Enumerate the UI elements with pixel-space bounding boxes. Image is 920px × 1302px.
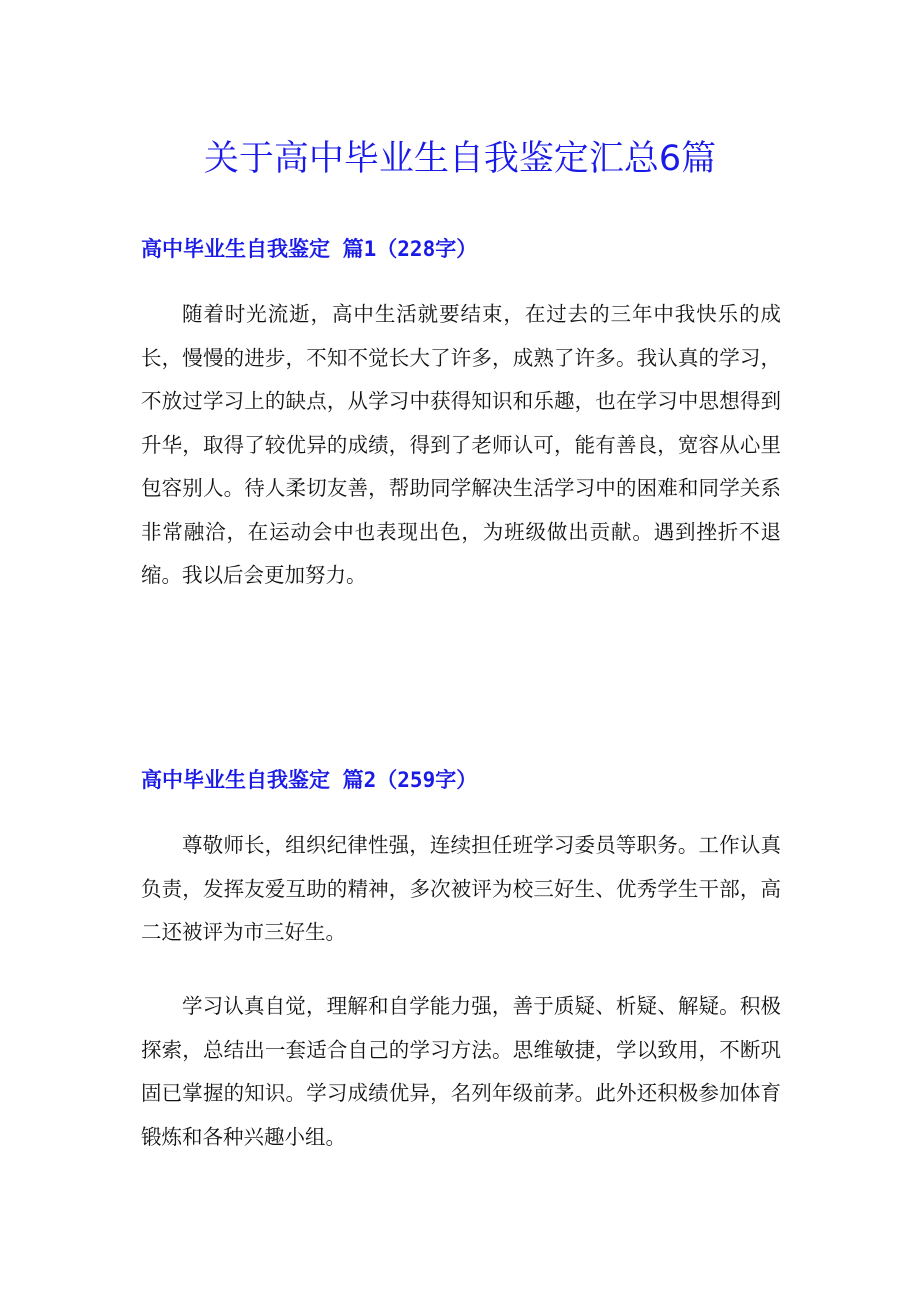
document-title: 关于高中毕业生自我鉴定汇总6篇 <box>203 139 717 179</box>
section-heading-1: 高中毕业生自我鉴定 篇1（228字） <box>141 237 478 261</box>
section-1-paragraph-1: 随着时光流逝，高中生活就要结束，在过去的三年中我快乐的成长，慢慢的进步，不知不觉长大了许多，成熟了许多。我认真的学习，不放过学习上的缺点，从学习中获得知识和乐趣，也在学习中思想得到升华，取得了较优异的成绩，得到了老师认可，能有善良，宽容从心里包容别人。待人柔切友善，帮助同学解决生活学习中的困难和同学关系非常融洽，在运动会中也表现出色，为班级做出贡献。遇到挫折不退缩。我以后会更加努力。 <box>141 302 781 587</box>
section-heading-2: 高中毕业生自我鉴定 篇2（259字） <box>141 768 478 792</box>
section-2-paragraph-1: 尊敬师长，组织纪律性强，连续担任班学习委员等职务。工作认真负责，发挥友爱互助的精神，多次被评为校三好生、优秀学生干部，高二还被评为市三好生。 <box>141 833 781 944</box>
section-2-paragraph-2: 学习认真自觉，理解和自学能力强，善于质疑、析疑、解疑。积极探索，总结出一套适合自己的学习方法。思维敏捷，学以致用，不断巩固已掌握的知识。学习成绩优异，名列年级前茅。此外还积极参加体育锻炼和各种兴趣小组。 <box>141 994 781 1149</box>
